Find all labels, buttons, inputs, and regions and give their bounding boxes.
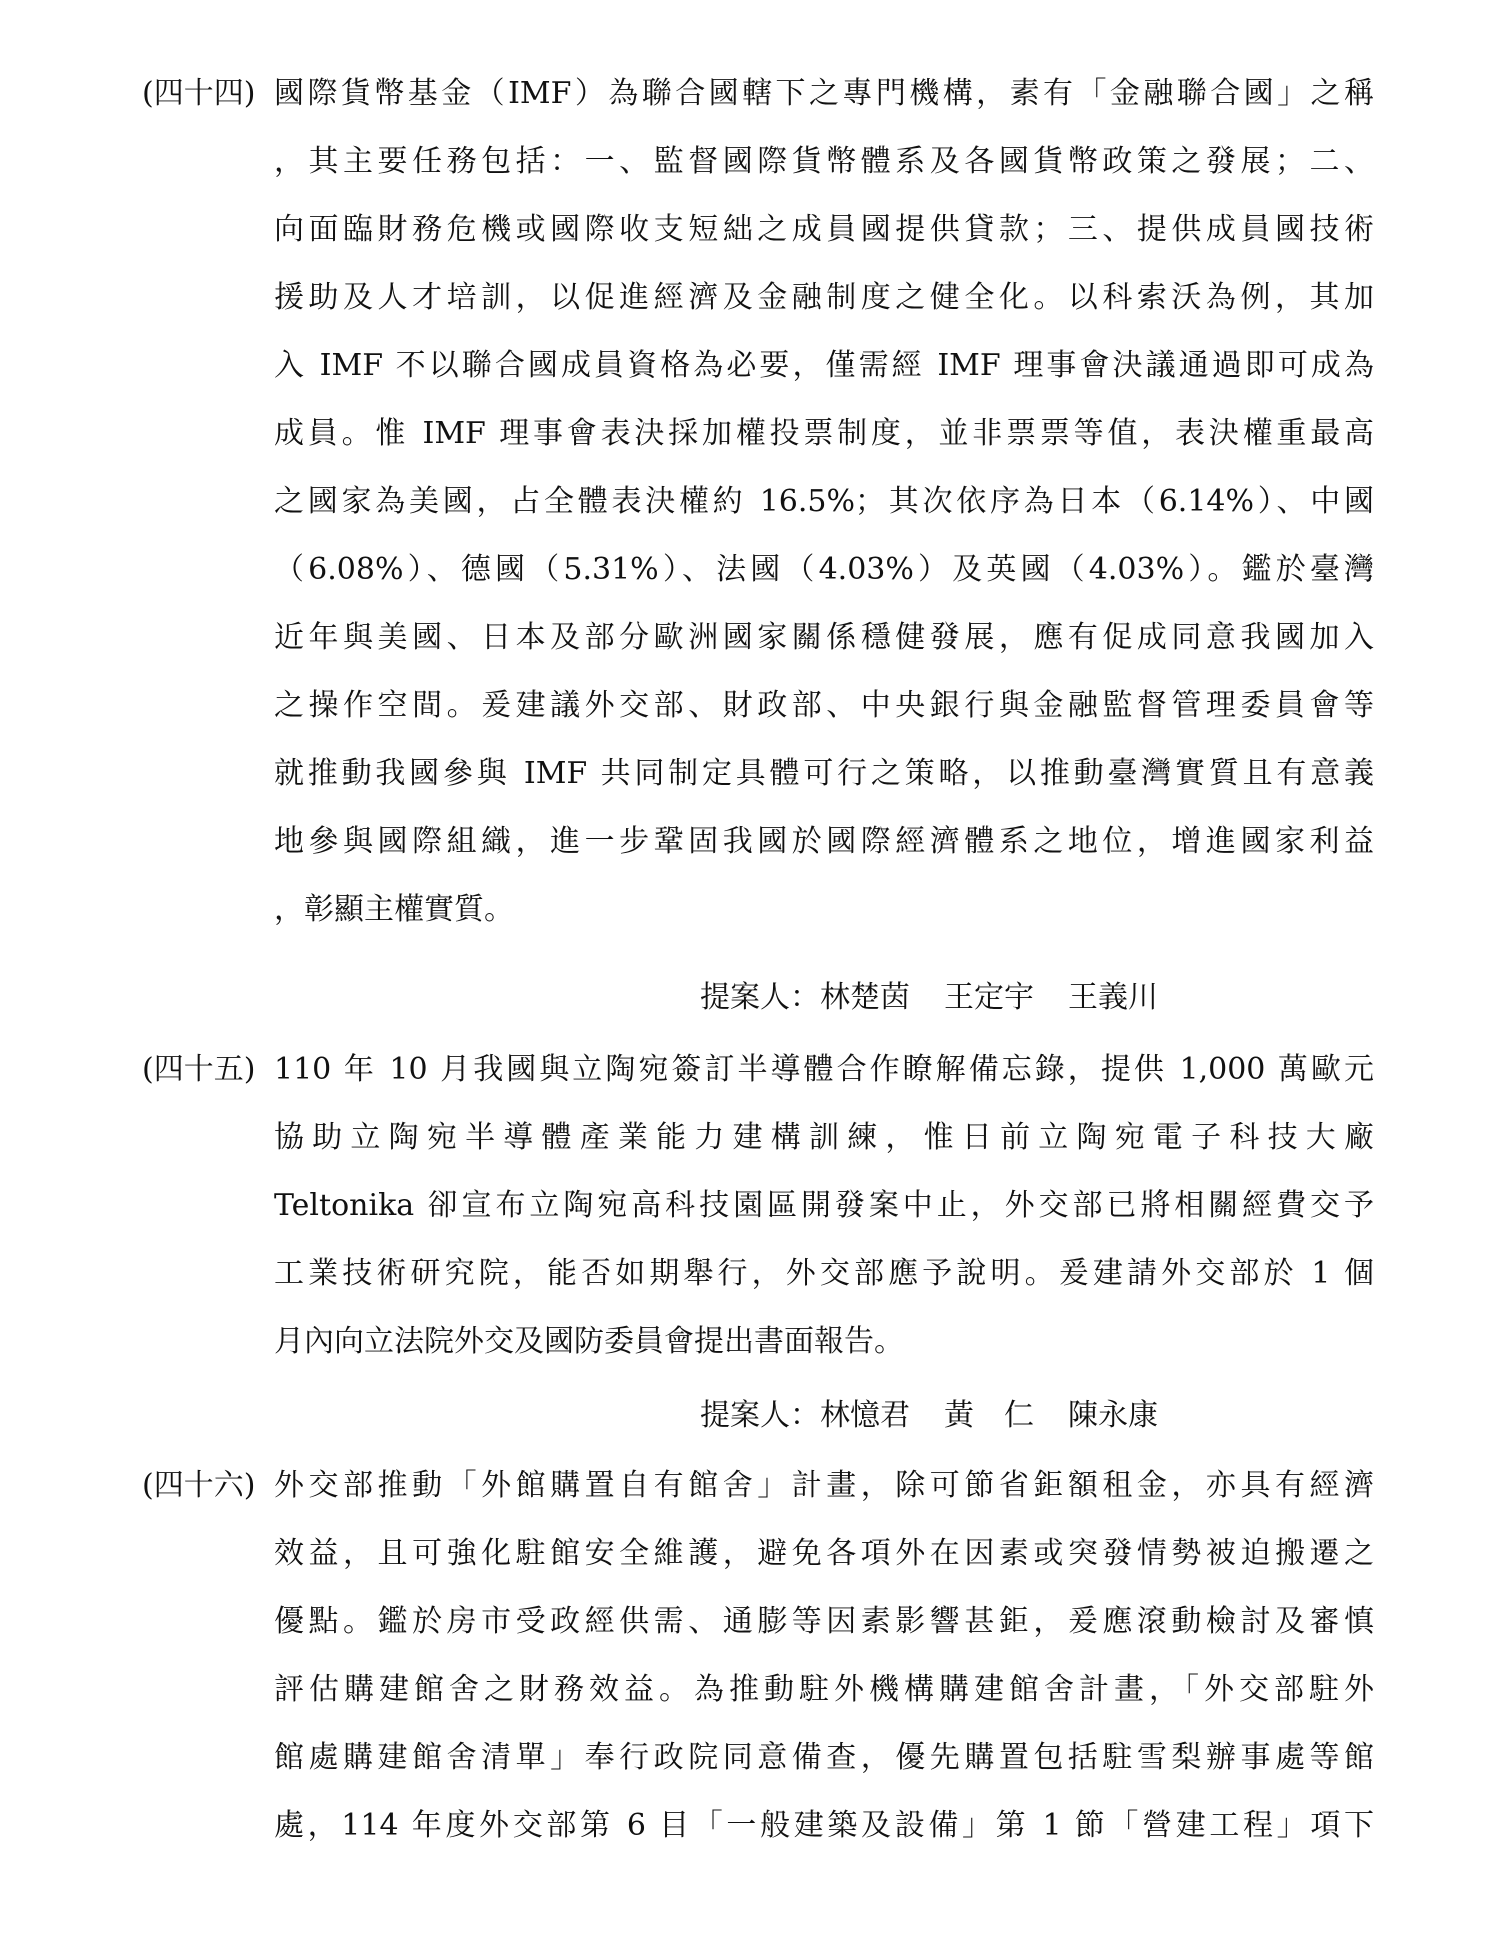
item-number: (四十五)	[142, 1052, 256, 1087]
paragraph-line: 入 IMF 不以聯合國成員資格為必要，僅需經 IMF 理事會決議通過即可成為	[274, 348, 1374, 383]
paragraph-line: 月內向立法院外交及國防委員會提出書面報告。	[274, 1324, 904, 1359]
proposer-name: 林楚茵	[820, 980, 910, 1015]
paragraph-line: 之操作空間。爰建議外交部、財政部、中央銀行與金融監督管理委員會等	[274, 688, 1374, 723]
paragraph-line: （6.08%）、德國（5.31%）、法國（4.03%）及英國（4.03%）。鑑於臺灣	[274, 552, 1374, 587]
proposers	[700, 1382, 1192, 1450]
paragraph-line: 協助立陶宛半導體產業能力建構訓練，惟日前立陶宛電子科技大廠	[274, 1120, 1374, 1155]
proposer-name: 林憶君	[820, 1398, 910, 1433]
item-number: (四十六)	[142, 1468, 256, 1503]
paragraph-line: 工業技術研究院，能否如期舉行，外交部應予說明。爰建請外交部於 1 個	[274, 1256, 1374, 1291]
paragraph-line: 之國家為美國，占全體表決權約 16.5%；其次依序為日本（6.14%）、中國	[274, 484, 1374, 519]
paragraph-line: 效益，且可強化駐館安全維護，避免各項外在因素或突發情勢被迫搬遷之	[274, 1536, 1374, 1571]
paragraph-line: 援助及人才培訓，以促進經濟及金融制度之健全化。以科索沃為例，其加	[274, 280, 1374, 315]
paragraph-line: 110 年 10 月我國與立陶宛簽訂半導體合作瞭解備忘錄，提供 1,000 萬歐元	[274, 1052, 1374, 1087]
paragraph-line: 就推動我國參與 IMF 共同制定具體可行之策略，以推動臺灣實質且有意義	[274, 756, 1374, 791]
proposer-name: 陳永康	[1068, 1398, 1158, 1433]
proposer-label: 提案人：	[700, 980, 820, 1015]
proposer-name: 黃 仁	[944, 1398, 1034, 1433]
paragraph-line: 處，114 年度外交部第 6 目「一般建築及設備」第 1 節「營建工程」項下	[274, 1808, 1374, 1843]
proposer-name: 王義川	[1068, 980, 1158, 1015]
paragraph-line: 評估購建館舍之財務效益。為推動駐外機構購建館舍計畫，「外交部駐外	[274, 1672, 1374, 1707]
paragraph-line: 向面臨財務危機或國際收支短絀之成員國提供貸款；三、提供成員國技術	[274, 212, 1374, 247]
paragraph-line: 外交部推動「外館購置自有館舍」計畫，除可節省鉅額租金，亦具有經濟	[274, 1468, 1374, 1503]
paragraph-line: 地參與國際組織，進一步鞏固我國於國際經濟體系之地位，增進國家利益	[274, 824, 1374, 859]
paragraph-line: 成員。惟 IMF 理事會表決採加權投票制度，並非票票等值，表決權重最高	[274, 416, 1374, 451]
proposer-label: 提案人：	[700, 1398, 820, 1433]
proposers	[700, 964, 1192, 1032]
paragraph-line: Teltonika 卻宣布立陶宛高科技園區開發案中止，外交部已將相關經費交予	[274, 1188, 1374, 1223]
item-number: (四十四)	[142, 76, 256, 111]
paragraph-line: 優點。鑑於房市受政經供需、通膨等因素影響甚鉅，爰應滾動檢討及審慎	[274, 1604, 1374, 1639]
proposer-name: 王定宇	[944, 980, 1034, 1015]
paragraph-line: ，其主要任務包括：一、監督國際貨幣體系及各國貨幣政策之發展；二、	[274, 144, 1374, 179]
paragraph-line: ，彰顯主權實質。	[274, 892, 514, 927]
paragraph-line: 館處購建館舍清單」奉行政院同意備查，優先購置包括駐雪梨辦事處等館	[274, 1740, 1374, 1775]
paragraph-line: 國際貨幣基金（IMF）為聯合國轄下之專門機構，素有「金融聯合國」之稱	[274, 76, 1374, 111]
paragraph-line: 近年與美國、日本及部分歐洲國家關係穩健發展，應有促成同意我國加入	[274, 620, 1374, 655]
